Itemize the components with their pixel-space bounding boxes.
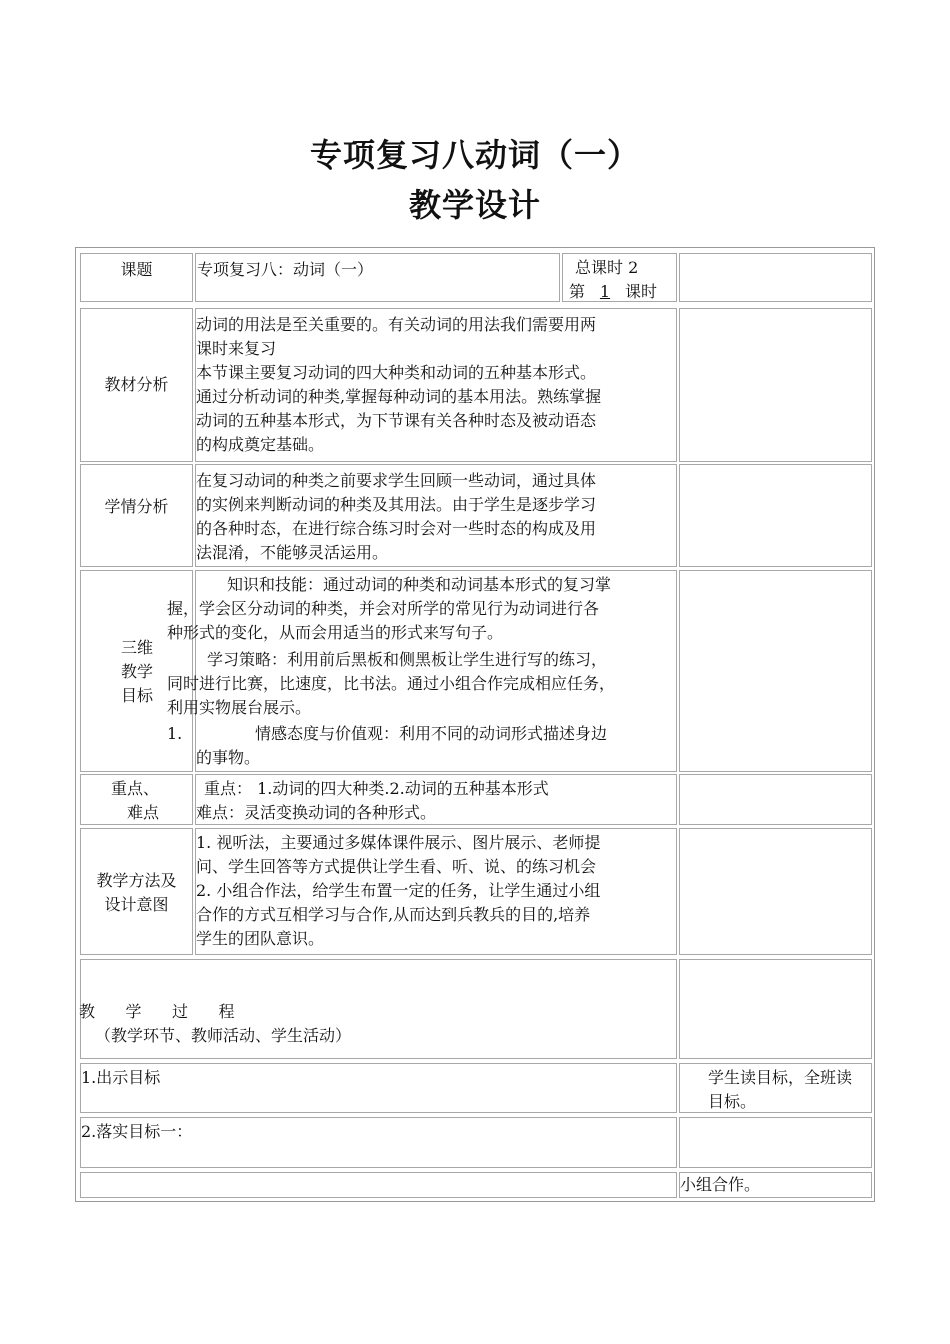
step1-note: 学生读目标，全班读 (708, 1068, 853, 1087)
material-label: 教材分析 (104, 375, 169, 394)
keypoints-notes-cell (679, 774, 872, 825)
methods-content-cell (195, 828, 677, 955)
step3-cell (80, 1172, 677, 1198)
students-content-cell (195, 464, 677, 567)
topic-value: 专项复习八：动词（一） (197, 260, 374, 279)
material-label-cell (80, 308, 193, 462)
goals-list-number: 1. (167, 724, 183, 743)
step3-notes-cell (679, 1172, 872, 1198)
material-content-cell (195, 308, 677, 462)
process-notes-cell (679, 959, 872, 1059)
step2-cell (80, 1117, 677, 1168)
goals-label: 三维 (120, 638, 153, 657)
topic-value-cell (195, 253, 560, 302)
methods-label-cell (80, 828, 193, 955)
keypoints-label: 难点 (127, 803, 160, 822)
process-subheading: （教学环节、教师活动、学生活动） (95, 1026, 352, 1045)
material-line: 课时来复习 (196, 339, 277, 358)
keypoints-label: 重点、 (111, 779, 160, 798)
document-subtitle: 教学设计 (408, 186, 541, 224)
goals-notes-cell (679, 570, 872, 772)
step1-label: 1.出示目标 (81, 1068, 161, 1087)
goals-line: 的事物。 (196, 748, 261, 767)
material-line: 的构成奠定基础。 (196, 435, 325, 454)
topic-notes-cell (679, 253, 872, 302)
methods-line: 问、学生回答等方式提供让学生看、听、说、的练习机会 (196, 857, 597, 876)
students-label-cell (80, 464, 193, 567)
methods-line: 合作的方式互相学习与合作,从而达到兵教兵的目的,培养 (196, 905, 591, 924)
students-label: 学情分析 (104, 497, 169, 516)
goals-label: 目标 (120, 686, 153, 705)
step1-notes-cell (679, 1063, 872, 1113)
methods-label: 教学方法及 (96, 871, 177, 890)
methods-line: 1. 视听法，主要通过多媒体课件展示、图片展示、老师提 (196, 833, 601, 852)
goals-line: 学习策略：利用前后黑板和侧黑板让学生进行写的练习， (207, 650, 608, 669)
students-line: 的实例来判断动词的种类及其用法。由于学生是逐步学习 (196, 495, 597, 514)
goals-line: 利用实物展台展示。 (167, 698, 312, 717)
process-header-cell (80, 959, 677, 1059)
keypoints-line: 难点：灵活变换动词的各种形式。 (196, 803, 437, 822)
material-notes-cell (679, 308, 872, 462)
process-heading: 教 学 过 程 (79, 1002, 235, 1021)
goals-line: 知识和技能：通过动词的种类和动词基本形式的复习掌 (227, 575, 612, 594)
students-line: 的各种时态，在进行综合练习时会对一些时态的构成及用 (196, 519, 597, 538)
students-notes-cell (679, 464, 872, 567)
material-line: 动词的用法是至关重要的。有关动词的用法我们需要用两 (196, 315, 597, 334)
methods-line: 2. 小组合作法，给学生布置一定的任务，让学生通过小组 (196, 881, 601, 900)
material-line: 本节课主要复习动词的四大种类和动词的五种基本形式。 (196, 363, 597, 382)
step1-note: 目标。 (708, 1092, 757, 1111)
methods-label: 设计意图 (104, 895, 169, 914)
period-line (569, 280, 657, 304)
step2-label: 2.落实目标一： (81, 1122, 193, 1141)
topic-label: 课题 (120, 260, 153, 279)
students-line: 在复习动词的种类之前要求学生回顾一些动词，通过具体 (196, 471, 597, 490)
total-hours: 总课时 2 (575, 258, 639, 277)
methods-notes-cell (679, 828, 872, 955)
hours-cell (562, 253, 677, 302)
material-line: 动词的五种基本形式，为下节课有关各种时态及被动语态 (196, 411, 597, 430)
methods-line: 学生的团队意识。 (196, 929, 325, 948)
step1-cell (80, 1063, 677, 1113)
step3-note: 小组合作。 (680, 1175, 761, 1194)
goals-line: 同时进行比赛，比速度，比书法。通过小组合作完成相应任务， (167, 674, 616, 693)
goals-line: 种形式的变化，从而会用适当的形式来写句子。 (167, 623, 504, 642)
students-line: 法混淆，不能够灵活运用。 (196, 543, 389, 562)
goals-line: 握，学会区分动词的种类，并会对所学的常见行为动词进行各 (167, 599, 600, 618)
period-suffix: 课时 (625, 282, 658, 301)
document-title: 专项复习八动词（一） (309, 136, 640, 174)
keypoints-content-cell (195, 774, 677, 825)
period-number: 1 (599, 282, 611, 301)
material-line: 通过分析动词的种类,掌握每种动词的基本用法。熟练掌握 (196, 387, 602, 406)
goals-label: 教学 (120, 662, 153, 681)
goals-line: 情感态度与价值观：利用不同的动词形式描述身边 (255, 724, 608, 743)
step2-notes-cell (679, 1117, 872, 1168)
topic-label-cell (80, 253, 193, 302)
keypoints-label-cell (80, 774, 193, 825)
period-prefix: 第 (569, 282, 586, 301)
keypoints-line: 重点： 1.动词的四大种类.2.动词的五种基本形式 (204, 779, 549, 798)
